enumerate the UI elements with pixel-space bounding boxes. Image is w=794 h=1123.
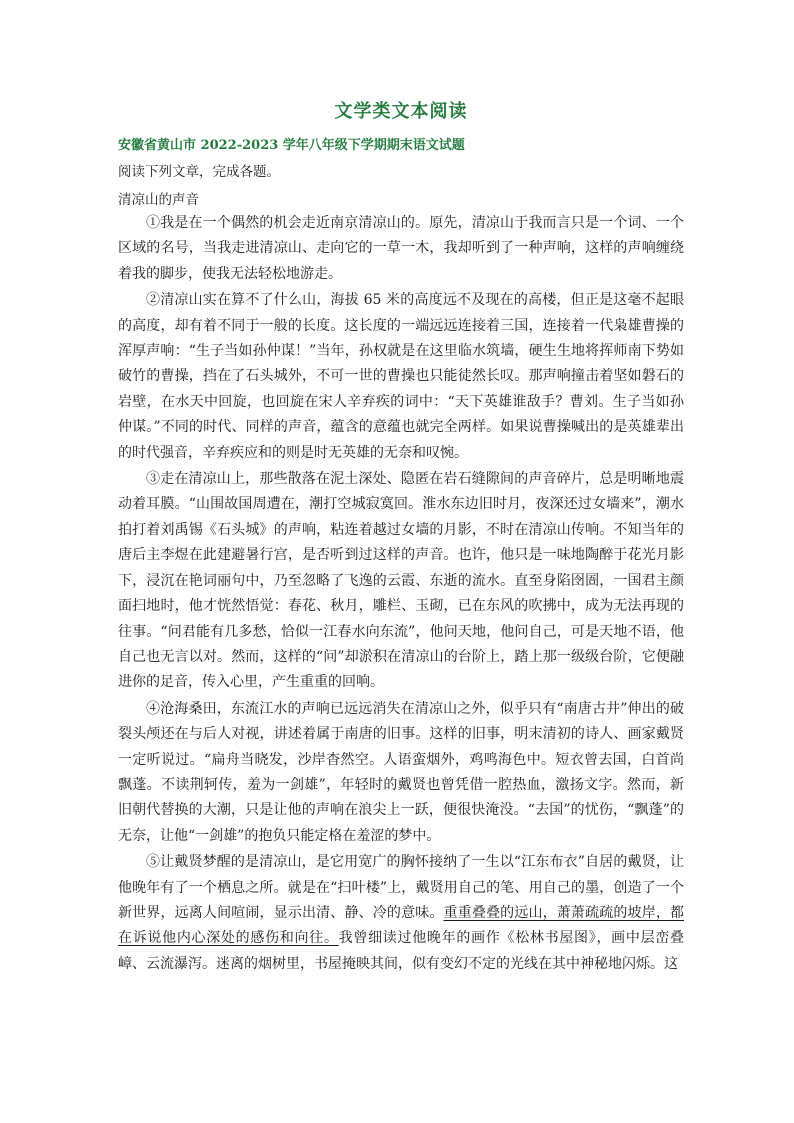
exam-source: 安徽省黄山市 2022-2023 学年八年级下学期期末语文试题 — [118, 138, 465, 153]
paragraph-1: ①我是在一个偶然的机会走近南京清凉山的。原先，清凉山于我而言只是一个词、一个区域的名号，当我走进清凉山、走向它的一草一木，我却听到了一种声响，这样的声响缠绕着我的脚步，使我无法轻松地游走。 — [118, 215, 684, 282]
paragraph-4: ④沧海桑田，东流江水的声响已远远消失在清凉山之外，似乎只有“南唐古井”伸出的破裂头颅还在与后人对视，讲述着属于南唐的旧事。这样的旧事，明末清初的诗人、画家戴贤一定听说过。“扁舟当晓发，沙岸杳然空。人语蛮烟外，鸡鸣海色中。短衣曾去国，白首尚飘蓬。不读荆轲传，羞为一剑雄”，年轻时的戴贤也曾凭借一腔热血，激扬文字。然而，新旧朝代替换的大潮，只是让他的声响在浪尖上一跃，便很快淹没。“去国”的忧伤，“飘蓬”的无奈，让他“一剑雄”的抱负只能定格在羞涩的梦中。 — [118, 700, 684, 844]
paragraph-5 — [118, 850, 684, 977]
paragraph-5-text-b: 我曾细读过他晚年的画作《松林书屋图》，画中层峦叠嶂、云流瀑泻。迷离的烟树里，书屋掩映其间，似有变幻不定的光线在其中神秘地闪烁。这 — [118, 930, 685, 972]
passage-title: 清凉山的声音 — [118, 192, 199, 208]
underlined-sentence: 重重叠叠的远山，萧萧疏疏的坡岸，都在诉说他内心深处的感伤和向往。 — [118, 904, 685, 947]
document-title: 文学类文本阅读 — [334, 101, 468, 122]
paragraph-5-text-a: ⑤让戴贤梦醒的是清凉山，是它用宽广的胸怀接纳了一生以“江东布衣”自居的戴贤，让他晚年有了一个栖息之所。就是在“扫叶楼”上，戴贤用自己的笔、用自己的墨，创造了一个新世界，远离人间喧闹，显示出清、静、冷的意味。 — [118, 854, 684, 921]
paragraph-3: ③走在清凉山上，那些散落在泥土深处、隐匿在岩石缝隙间的声音碎片，总是明晰地震动着耳膜。“山围故国周遭在，潮打空城寂寞回。淮水东边旧时月，夜深还过女墙来”，潮水拍打着刘禹锡《石头城》的声响，粘连着越过女墙的月影，不时在清凉山传响。不知当年的唐后主李煜在此建避暑行宫，是否听到过这样的声音。也许，他只是一味地陶醉于花光月影下，浸沉在艳词丽句中，乃至忽略了飞逸的云霞、东逝的流水。直至身陷囹圄，一国君主颜面扫地时，他才恍然悟觉：春花、秋月，雕栏、玉砌，已在东风的吹拂中，成为无法再现的往事。“问君能有几多愁，恰似一江春水向东流”，他问天地，他问自己，可是天地不语，他自己也无言以对。然而，这样的“问”却淤积在清凉山的台阶上，踏上那一级级台阶，它便融进你的足音，传入心里，产生重重的回响。 — [118, 471, 684, 691]
paragraph-2: ②清凉山实在算不了什么山，海拔 65 米的高度远不及现在的高楼，但正是这毫不起眼的高度，却有着不同于一般的长度。这长度的一端远远连接着三国，连接着一代枭雄曹操的浑厚声响：“生子当如孙仲谋！”当年，孙权就是在这里临水筑墙，硬生生地将挥师南下势如破竹的曹操，挡在了石头城外，不可一世的曹操也只能徒然长叹。那声响撞击着坚如磐石的岩壁，在水天中回旋，也回旋在宋人辛弃疾的词中：“天下英雄谁敌手？曹刘。生子当如孙仲谋。”不同的时代、同样的声音，蕴含的意蕴也就完全两样。如果说曹操喊出的是英雄辈出的时代强音，辛弃疾应和的则是时无英雄的无奈和叹惋。 — [118, 292, 684, 461]
passage-body — [118, 211, 684, 978]
reading-instruction: 阅读下列文章，完成各题。 — [118, 164, 280, 180]
